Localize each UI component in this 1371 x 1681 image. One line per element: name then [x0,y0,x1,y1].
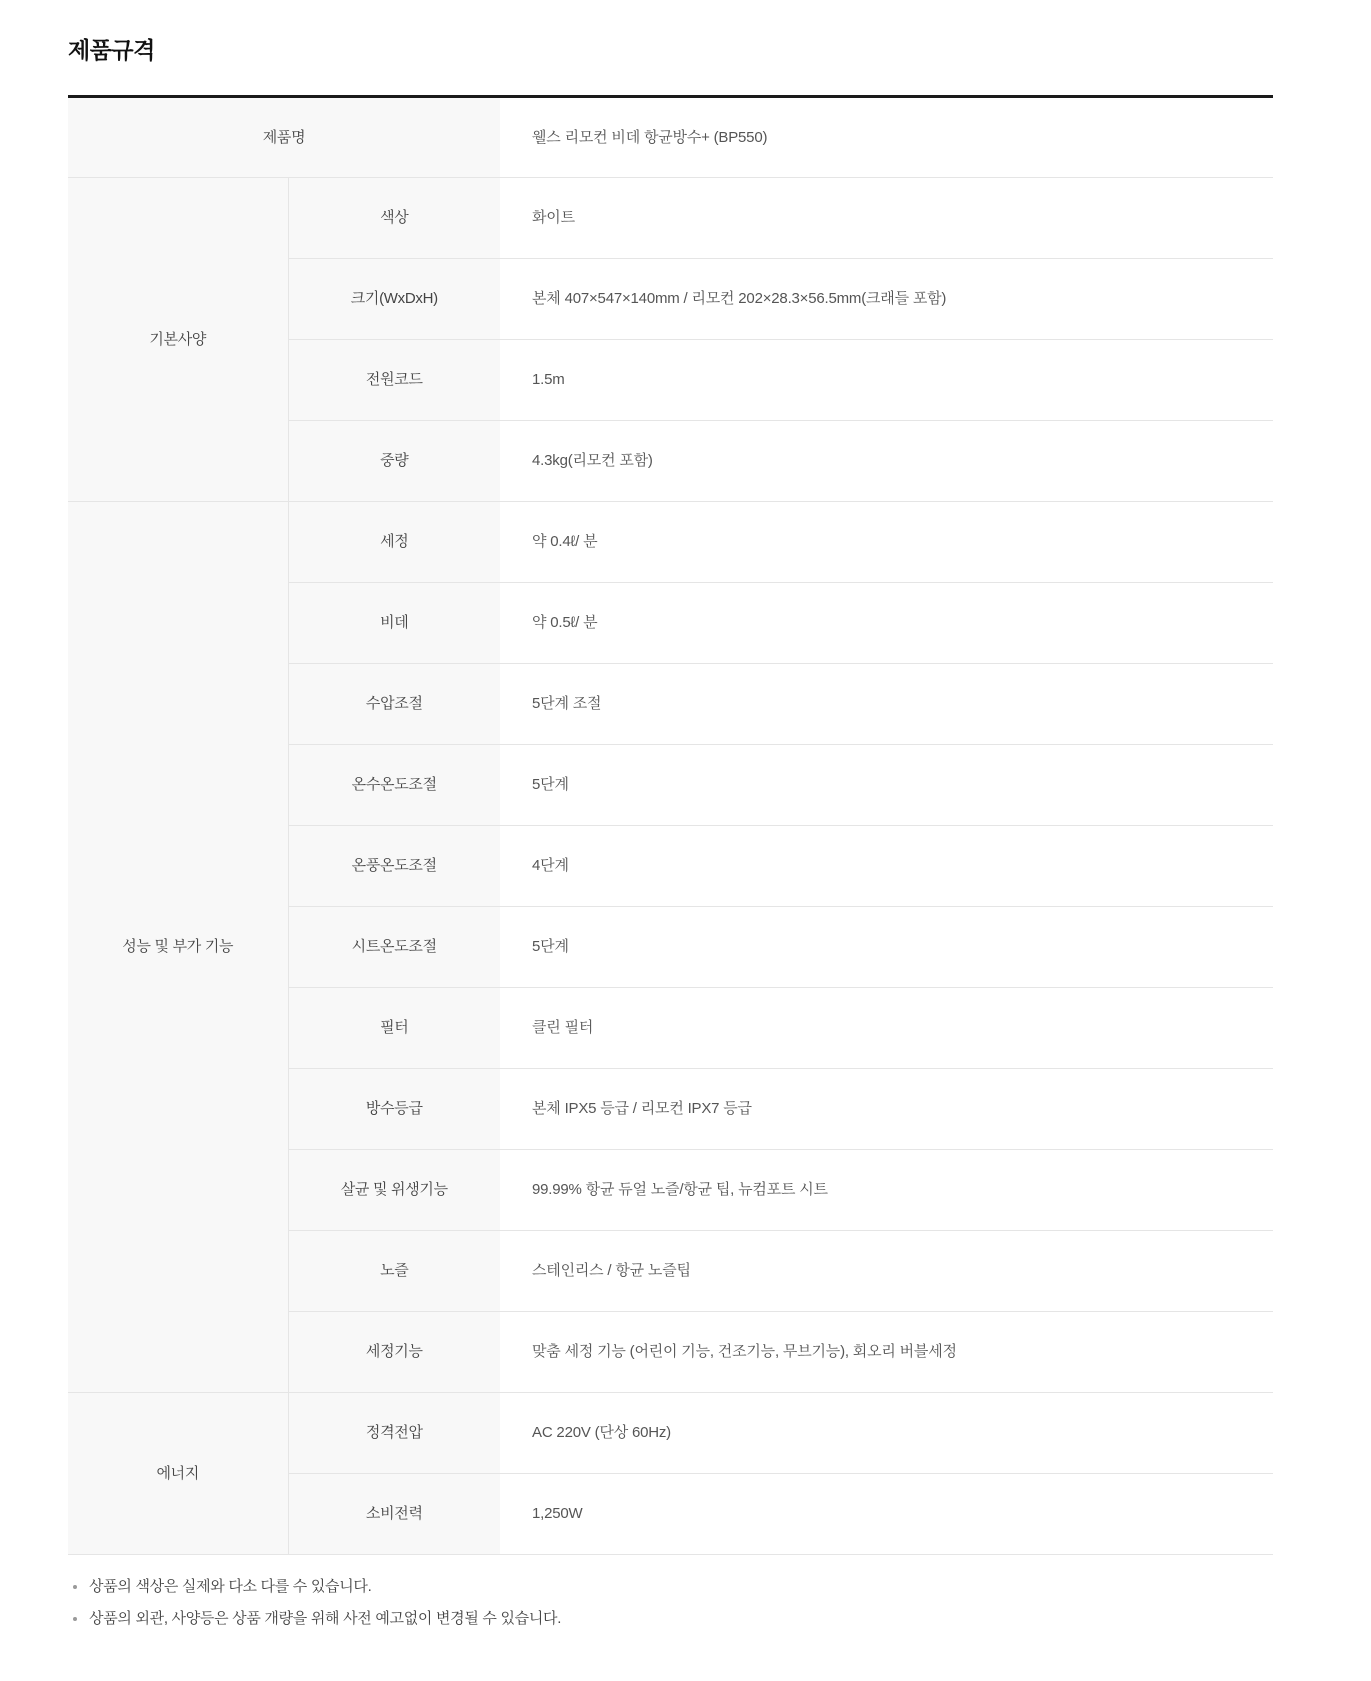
spec-label-cell: 정격전압 [288,1392,500,1473]
spec-value-cell: 웰스 리모컨 비데 항균방수+ (BP550) [500,96,1273,177]
spec-value-cell: 1.5m [500,339,1273,420]
footnote-text: 상품의 외관, 사양등은 상품 개량을 위해 사전 예고없이 변경될 수 있습니다. [89,1609,562,1627]
spec-value-cell: 스테인리스 / 항균 노즐팁 [500,1230,1273,1311]
bullet-icon [73,1617,77,1621]
spec-label-cell: 중량 [288,420,500,501]
table-row [68,96,1273,177]
spec-value-cell: 5단계 [500,906,1273,987]
spec-label-cell: 시트온도조절 [288,906,500,987]
page-title: 제품규격 [68,37,155,63]
spec-value-cell: 5단계 조절 [500,663,1273,744]
spec-table [68,95,1273,1555]
table-row [68,177,1273,258]
spec-label-cell: 세정기능 [288,1311,500,1392]
spec-label-cell: 비데 [288,582,500,663]
spec-value-cell: 99.99% 항균 듀얼 노즐/항균 팁, 뉴컴포트 시트 [500,1149,1273,1230]
group-cell: 에너지 [68,1392,288,1554]
spec-label-cell: 방수등급 [288,1068,500,1149]
footnotes [68,1578,1273,1629]
spec-label-cell: 노즐 [288,1230,500,1311]
spec-value-cell: 클린 필터 [500,987,1273,1068]
spec-label-cell: 수압조절 [288,663,500,744]
spec-label-cell: 세정 [288,501,500,582]
group-cell: 성능 및 부가 기능 [68,501,288,1392]
spec-value-cell: 1,250W [500,1473,1273,1554]
spec-label-cell: 온풍온도조절 [288,825,500,906]
spec-value-cell: 약 0.4ℓ/ 분 [500,501,1273,582]
spec-value-cell: 본체 407×547×140mm / 리모컨 202×28.3×56.5mm(크래들 포함) [500,258,1273,339]
spec-label-cell: 소비전력 [288,1473,500,1554]
spec-label-cell: 크기(WxDxH) [288,258,500,339]
spec-label-cell: 전원코드 [288,339,500,420]
bullet-icon [73,1585,77,1589]
group-cell: 기본사양 [68,177,288,501]
spec-value-cell: 화이트 [500,177,1273,258]
spec-value-cell: 약 0.5ℓ/ 분 [500,582,1273,663]
table-row [68,501,1273,582]
spec-value-cell: 4.3kg(리모컨 포함) [500,420,1273,501]
footnote [68,1578,1273,1597]
footnote-text: 상품의 색상은 실제와 다소 다를 수 있습니다. [89,1577,372,1595]
spec-label-cell: 온수온도조절 [288,744,500,825]
spec-label-cell: 살균 및 위생기능 [288,1149,500,1230]
spec-label-cell: 제품명 [68,96,500,177]
spec-value-cell: 본체 IPX5 등급 / 리모컨 IPX7 등급 [500,1068,1273,1149]
spec-value-cell: 4단계 [500,825,1273,906]
spec-label-cell: 필터 [288,987,500,1068]
spec-value-cell: 맞춤 세정 기능 (어린이 기능, 건조기능, 무브기능), 회오리 버블세정 [500,1311,1273,1392]
spec-value-cell: 5단계 [500,744,1273,825]
spec-value-cell: AC 220V (단상 60Hz) [500,1392,1273,1473]
footnote [68,1610,1273,1629]
spec-label-cell: 색상 [288,177,500,258]
table-row [68,1392,1273,1473]
